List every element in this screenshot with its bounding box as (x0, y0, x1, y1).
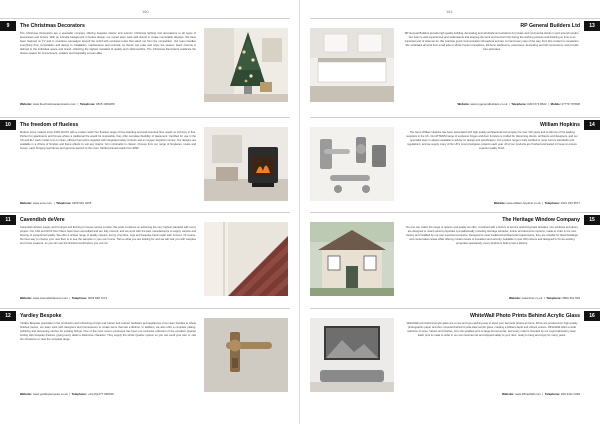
entry-contact: Website: www.thwc.co.uk | Telephone: 0800 451 504 (508, 296, 580, 300)
entry-number-badge: 11 (0, 215, 16, 225)
acrylic-print-room-photo (310, 318, 394, 392)
listing-entry-11 (0, 212, 300, 308)
entry-body: The Christmas Decorators are a specialist company offering bespoke interior and exterior Christmas lighting and decorations to all types of businesses and homes. With an intimate background in festive design, our expert team work with clients to create memorable displays. We have been featured on TV and in countless campaigns around the world with exclusive looks that stand out from the competition. Our team handles everything from consultation and design to installation, maintenance and removal, so clients can relax and enjoy the season. Each scheme is tailored to the individual space and brand, reflecting the highest standard of quality and craftsmanship. The Christmas Decorators celebrate the festive season for homeowners, retailers and hospitality venues alike. (20, 32, 196, 55)
telephone-number: 0203 673 8622 (527, 102, 547, 106)
entry-contact: Website: www.WhiteWall.com | Telephone: 020 3411 0399 (502, 392, 580, 396)
telephone-label: Telephone: (546, 296, 562, 300)
listing-entry-10 (0, 117, 300, 213)
website-label: Website: (508, 296, 521, 300)
telephone-label: Telephone: (544, 392, 561, 396)
telephone-label: Telephone: (80, 102, 96, 106)
website-label: Website: (20, 392, 32, 396)
website-label: Website: (457, 102, 470, 106)
website-label: Website: (502, 392, 515, 396)
website-label: Website: (20, 296, 32, 300)
telephone-number: 0208 591 2265 (72, 201, 92, 205)
entry-number-badge: 13 (584, 21, 600, 31)
mobile-number: 07779 797828 (561, 102, 580, 106)
website-link[interactable]: www.yardleybespoke.co.uk (32, 392, 68, 396)
entry-contact: Website: www.rpgeneralbuilders.co.uk | Telephone: 0203 673 8622 | Mobile: 07779 797828 (457, 102, 580, 106)
website-link[interactable]: www.thwc.co.uk (521, 296, 543, 300)
telephone-label: Telephone: (71, 392, 87, 396)
website-link[interactable]: www.rpgeneralbuilders.co.uk (470, 102, 508, 106)
entry-title: William Hopkins (539, 122, 580, 128)
telephone-number: 0845 1961089 (96, 102, 115, 106)
entry-title: Cavendish deVere (20, 217, 65, 223)
telephone-label: Telephone: (544, 201, 560, 205)
entry-title: The Heritage Window Company (502, 217, 580, 223)
entry-number-badge: 12 (0, 311, 16, 321)
divider (0, 212, 290, 213)
listing-entry-13 (300, 18, 600, 114)
mobile-label: Mobile: (550, 102, 561, 106)
telephone-label: Telephone: (71, 296, 88, 300)
entry-title: Yardley Bespoke (20, 313, 62, 319)
entry-body: RP General Builders provide high quality building, decorating and refurbishment solutions for private and commercial clients in and around London. Our team is well experienced and understands that keeping the work environment tidy during the working process and finishing on time is an important part of what we do. We maintain good communication throughout and are on hand every step of the way, from first contact to completion. We undertake all work from small jobs to whole house renovations, kitchens, bathrooms, extensions, decorating and loft conversions, and provide free estimates. (404, 32, 580, 51)
entry-contact: Website: www.cavendishdevere.com | Telephone: 0203 848 7274 (20, 296, 108, 300)
website-label: Website: (20, 102, 32, 106)
entry-body: WhiteWall print behind acrylic glass are a new and eye-catching way to show your favourite photos at home. Prints are produced on high quality photographic paper and then mounted behind crystal-clear acrylic glass, creating a brilliant depth and vibrant colours. WhiteWall offers a wide selection of sizes, frames and finishes, from the smallest print to large-format works, and every order is checked by our expert laboratory team. Each print is made to order in our own German lab and shipped safely to your door, ready to hang and enjoy for many years. (406, 322, 578, 337)
entry-title: The Christmas Decorators (20, 23, 85, 29)
divider (0, 117, 290, 118)
telephone-label: Telephone: (511, 102, 527, 106)
flueless-fire-photo (204, 127, 288, 201)
entry-number-badge: 10 (0, 120, 16, 130)
kitchen-interior-photo (310, 28, 394, 102)
entry-body: Yardley Bespoke specialise in the production and refinishing of high end interior and exterior hardware and appliances. From door handles to whole finished pieces, our team work with designers and homeowners to create items that last a lifetime. In addition, we also offer a complete plating, polishing and lacquering service for existing fittings. One of the most recent successes has been our exclusive collection of the excellent Quarter tooling with bespoke finishes, giving every detail a distinctive character. They supply the whole Quarter system so you can send your own or visit the showroom to view the complete range. (20, 322, 196, 341)
entry-body: Cavendish deVere supply and fit carpet and flooring to homes across London. We pride ourselves on achieving the very highest standard with every project. Our CFA and NICF floor fitters have been accredited and are fully insured, and we work with the best manufacturers to supply carpets and flooring of exceptional quality. We offer a unique range of quality carpets, luxury vinyl tiles, rugs and bespoke hand-made stair runners. Of course, the best way to choose your new floor is to see the samples in your own home. Tell us what you are looking for and we will visit you with samples and a free measure, so you can see the finished result before you commit. (20, 226, 196, 245)
telephone-number: 0121 333 3577 (560, 201, 580, 205)
website-link[interactable]: www.william-hopkins.co.uk (506, 201, 541, 205)
entry-contact: Website: www.ecos.com | Telephone: 0208 591 2265 (20, 201, 92, 205)
website-label: Website: (493, 201, 506, 205)
entry-body: The name William Hopkins has been associated with high quality architectural ironmongery for over 100 years and is still one of the leading suppliers in the UK. Our ATTENSI range of exclusive hinges and door furniture is crafted for discerning clients, architects and designers, and our specialist team is always available to advise on design and specification. Our product range is fully certified to meet current standards and regulations, and we supply many of the UK's most prestigious projects each year. All of our products are finished and tested in house to ensure superior quality finish. (406, 131, 578, 150)
page-number-left: 160 (142, 9, 149, 14)
entry-number-badge: 16 (584, 311, 600, 321)
website-link[interactable]: www.thechristmasdecorators.com (32, 102, 77, 106)
entry-contact: Website: www.yardleybespoke.co.uk | Telephone: +44 (0)1277 690016 (20, 392, 114, 396)
listing-entry-12 (0, 308, 300, 404)
entry-body: No-one can match the range of options and quality we offer, combined with a history of service stretching back decades. Our windows and doors are designed to match period properties sympathetically, including Heritage windows, timber and aluminium options, made to order in our own factory and installed by our own experienced teams. Designed to meet traditional architectural requirements, they are suitable for listed buildings and conservation areas while offering modern levels of insulation and security. Available in over 200 colours and designed to fit into existing properties seamlessly, every window is built to last a lifetime. (406, 226, 578, 245)
listing-entry-9 (0, 18, 300, 114)
entry-number-badge: 15 (584, 215, 600, 225)
listing-entry-14 (300, 117, 600, 213)
divider (0, 308, 290, 309)
telephone-number: 020 3411 0399 (560, 392, 580, 396)
entry-title: RP General Builders Ltd (520, 23, 580, 29)
telephone-number: 0203 848 7274 (87, 296, 108, 300)
website-link[interactable]: www.WhiteWall.com (514, 392, 541, 396)
entry-body: Modern stove makers since 1994, ECOS with a modern twist! Our flueless range of free-standing and wall-mounted fires needs no chimney or flue. Perfect for apartments and homes where a traditional fire would be impossible, they offer complete flexibility of placement. Certified for use in the UK and EU, each model runs on clean, efficient fuel and is supplied with integrated safety controls and an oxygen depletion sensor. Our designs are available in a choice of finishes and flame effects to suit any interior, from minimalist to classic. Choose from our range of fireplaces, insets and stoves, each bringing real flames and genuine warmth to the room. Model pictured retails from £695. (20, 131, 196, 150)
website-link[interactable]: www.cavendishdevere.com (32, 296, 68, 300)
entry-number-badge: 9 (0, 21, 16, 31)
listing-entry-15 (300, 212, 600, 308)
door-handle-photo (204, 318, 288, 392)
right-page (300, 0, 600, 424)
listing-entry-16 (300, 308, 600, 404)
christmas-tree-photo (204, 28, 288, 102)
telephone-number: +44 (0)1277 690016 (87, 392, 114, 396)
entry-title: The freedom of flueless (20, 122, 79, 128)
entry-contact: Website: www.thechristmasdecorators.com | Telephone: 0845 1961089 (20, 102, 115, 106)
divider (310, 212, 600, 213)
divider (310, 308, 600, 309)
ironmongery-photo (310, 127, 394, 201)
telephone-label: Telephone: (56, 201, 72, 205)
divider (0, 18, 290, 19)
stair-carpet-photo (204, 222, 288, 296)
divider (310, 117, 600, 118)
divider (310, 18, 600, 19)
page-number-right: 161 (446, 9, 453, 14)
website-link[interactable]: www.ecos.com (32, 201, 53, 205)
website-label: Website: (20, 201, 32, 205)
house-windows-photo (310, 222, 394, 296)
entry-title: WhiteWall Photo Prints Behind Acrylic Glass (469, 313, 580, 319)
entry-number-badge: 14 (584, 120, 600, 130)
entry-contact: Website: www.william-hopkins.co.uk | Telephone: 0121 333 3577 (493, 201, 580, 205)
telephone-number: 0800 451 504 (562, 296, 580, 300)
